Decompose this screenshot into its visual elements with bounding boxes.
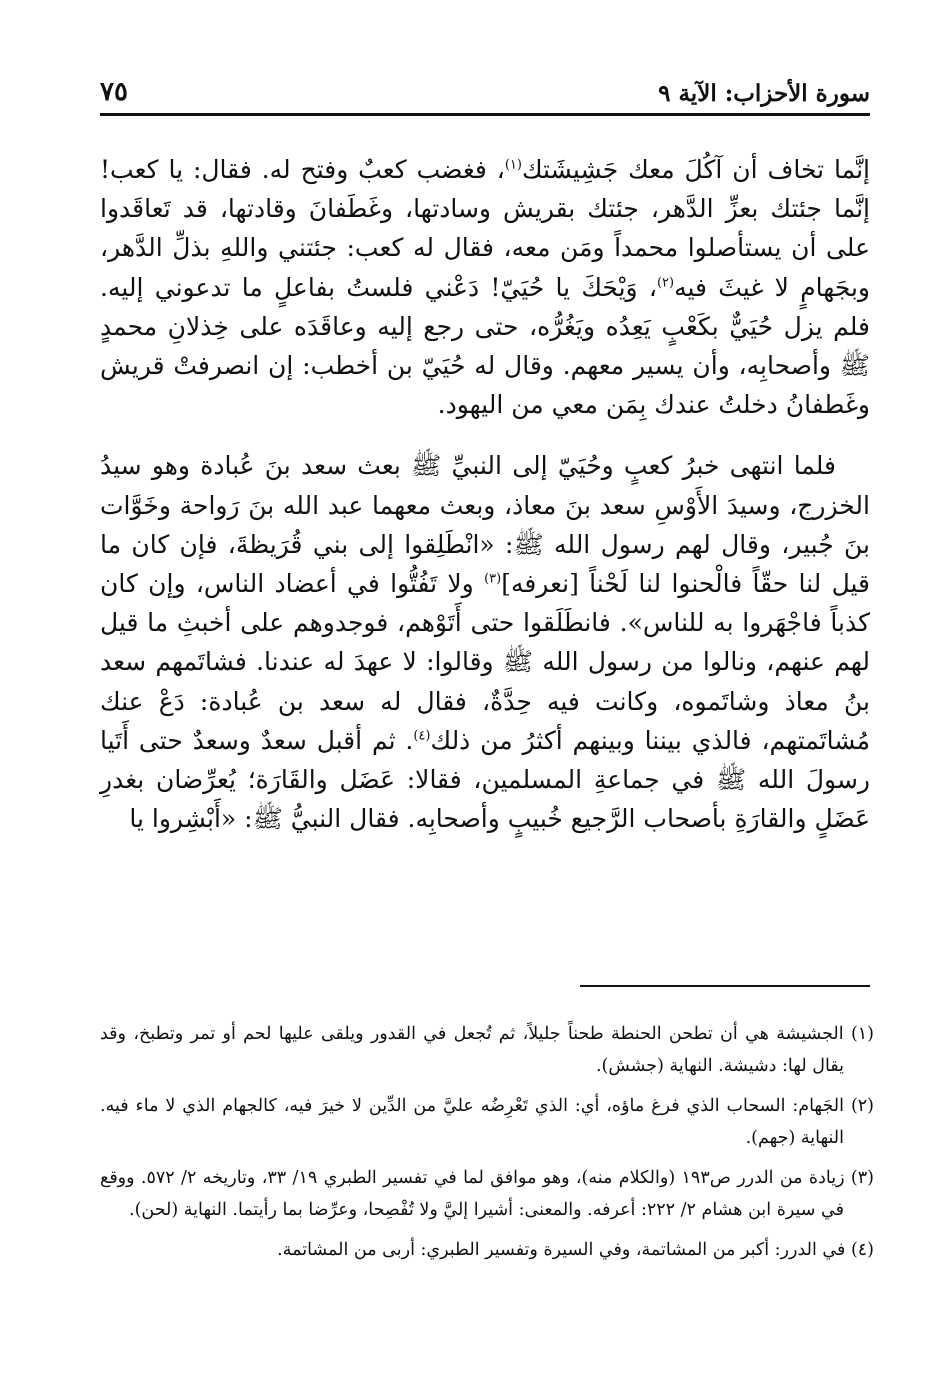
footnote-1	[100, 1018, 874, 1082]
paragraph-2-part-2: ولا تَفُتُّوا في أعضاد الناس، وإن كان كذباً فاجْهَروا به للناس». فانطَلَقوا حتى أَتَوْهم، فوجدوهم على أخبثِ ما قيل لهم عنهم، ونالوا من رسول الله ﷺ وقالوا: لا عهدَ له عندنا. فشاتَمهم سعد بنُ معاذ وشاتَموه، وكانت فيه حِدَّةٌ، فقال له سعد بن عُبادة: دَعْ عنك مُشاتَمتهم، فالذي بيننا وبينهم أكثرُ من ذلك	[100, 569, 870, 755]
paragraph-2-part-3: . ثم أقبل سعدٌ وسعدٌ حتى أَتَيا رسولَ الله ﷺ في جماعةِ المسلمين، فقالا: عَضَل والقَارَة؛ يُعرِّضان بغدرِ عَضَلٍ والقارَةِ بأصحاب الرَّجيع خُبيبٍ وأصحابِه. فقال النبيُّ ﷺ: «أَبْشِروا يا	[100, 725, 870, 834]
paragraph-2	[100, 446, 870, 838]
main-text	[100, 150, 870, 838]
footnote-ref-4: (٤)	[413, 728, 431, 744]
footnote-text: الجشيشة هي أن تطحن الحنطة طحناً جليلاً، ثم تُجعل في القدور ويلقى عليها لحم أو تمر وتطبخ، وقد يقال لها: دشيشة. النهاية (جشش).	[100, 1024, 844, 1076]
paragraph-1-part-1: إنَّما تخاف أن آكُلَ معك جَشِيشَتك	[521, 155, 870, 184]
footnote-marker: (٤)	[850, 1240, 874, 1260]
footnote-marker: (٢)	[850, 1096, 874, 1116]
paragraph-1-part-2: ، فغضب كعبٌ وفتح له. فقال: يا كعب! إنَّما جئتك بعزِّ الدَّهر، جئتك بقريش وسادتها، وغَطَفانَ وقادتها، قد تَعاقَدوا على أن يستأصلوا محمداً ومَن معه، فقال له كعب: جئتني واللهِ بذلِّ الدَّهر، وبجَهامٍ لا غيثَ فيه	[100, 155, 870, 302]
footnote-4	[100, 1234, 874, 1266]
paragraph-1-part-3: ، وَيْحَكَ يا حُيَيّ! دَعْني فلستُ بفاعلٍ ما تدعوني إليه. فلم يزل حُيَيٌّ بكَعْبٍ يَعِدُه ويَغُرُّه، حتى رجع إليه وعاقَدَه على خِذلانِ محمدٍ ﷺ وأصحابِه، وأن يسير معهم. وقال له حُيَيّ بن أخطب: إن انصرفتْ قريش وغَطفانُ دخلتُ عندك بِمَن معي من اليهود.	[100, 272, 870, 420]
paragraph-2-part-1: فلما انتهى خبرُ كعبٍ وحُيَيّ إلى النبيِّ ﷺ بعث سعد بنَ عُبادة وهو سيدُ الخزرج، وسيدَ الأَوْسِ سعد بنَ معاذ، وبعث معهما عبد الله بنَ رَواحة وخَوَّات بنَ جُبير، وقال لهم رسول الله ﷺ: «انْطَلِقوا إلى بني قُرَيظةَ، فإن كان ما قيل لنا حقّاً فالْحنوا لنا لَحْناً [نعرفه]	[100, 451, 870, 599]
footnote-ref-1: (١)	[504, 157, 522, 173]
footnote-text: زيادة من الدرر ص١٩٣ (والكلام منه)، وهو موافق لما في تفسير الطبري ١٩/ ٣٣، وتاريخه ٢/ ٥٧٢. ووقع في سيرة ابن هشام ٢/ ٢٢٢: أعرفه. والمعنى: أشيرا إليَّ ولا تُفْصِحا، وعرِّضا بما رأيتما. النهاية (لحن).	[100, 1168, 845, 1220]
footnote-text: الجَهام: السحاب الذي فرغ ماؤه، أي: الذي تَعْرِضُه عليَّ من الدِّين لا خيرَ فيه، كالجهام الذي لا ماء فيه. النهاية (جهم).	[100, 1096, 844, 1148]
footnote-marker: (٣)	[850, 1168, 874, 1188]
footnote-3	[100, 1162, 874, 1226]
running-title: سورة الأحزاب: الآية ٩	[658, 80, 870, 107]
footnote-ref-2: (٢)	[656, 275, 675, 291]
footnote-2	[100, 1090, 874, 1154]
paragraph-1	[100, 150, 870, 424]
footnotes	[100, 1018, 874, 1274]
footnote-ref-3: (٣)	[484, 571, 502, 587]
page-number: ٧٥	[100, 77, 128, 107]
page-header	[100, 72, 870, 116]
footnote-divider	[580, 985, 870, 987]
footnote-marker: (١)	[850, 1024, 874, 1044]
footnote-text: في الدرر: أكبر من المشاتمة، وفي السيرة وتفسير الطبري: أربى من المشاتمة.	[277, 1240, 846, 1260]
